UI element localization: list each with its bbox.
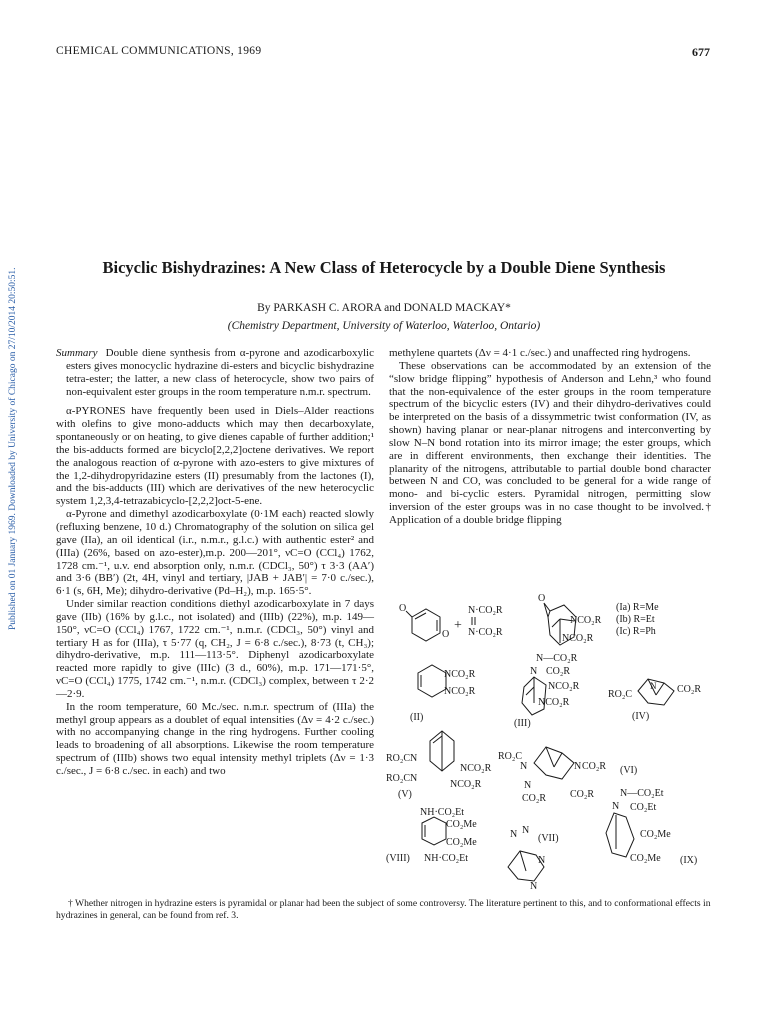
compound-IX-structure — [606, 788, 697, 866]
compound-label-V: (V) — [398, 789, 412, 800]
compound-label-VI: (VI) — [620, 765, 638, 776]
VI-N-left: N — [520, 761, 528, 772]
alpha-pyrone-structure — [399, 603, 449, 641]
summary-label: Summary — [56, 347, 98, 359]
III-CO2R-label: CO₂R — [546, 666, 571, 677]
ring-oxygen-label: O — [442, 629, 450, 640]
compound-label-VII: (VII) — [538, 833, 559, 844]
footnote — [56, 898, 711, 921]
r-group-Ia: (Ia) R=Me — [616, 602, 659, 613]
IV-RO2C-label: RO₂C — [608, 689, 633, 700]
compound-label-IV: (IV) — [632, 711, 650, 722]
plus-sign: + — [454, 618, 462, 633]
r-group-Ib: (Ib) R=Et — [616, 614, 655, 625]
article-title: Bicyclic Bishydrazines: A New Class of Heterocycle by a Double Diene Synthesis — [102, 258, 666, 277]
compound-VII-structure — [508, 825, 559, 891]
compound-VIII-structure — [386, 807, 477, 864]
VI-N-lower: N — [524, 780, 532, 791]
summary-paragraph — [56, 347, 374, 398]
II-NCO2R-top: NCO₂R — [444, 669, 476, 680]
body-paragraph: α-PYRONES have frequently been used in Diels–Alder reactions with olefins to give mono-adducts which may then decarboxylate, spontaneously or on heating, to give dienes capable of further addition;¹ the bis-adducts formed are bicyclo[2,2,2]octene derivatives. We report the analogous reaction of α-pyrone with azo-esters to give mixtures of the 1,2-dihydropyridazine esters (II) presumably from the lactones (I), and the bis-adducts (III) which are derivatives of the new heterocyclic system 1,2,3,4-tetrazabicyclo-[2,2,2]oct-5-ene. — [56, 405, 374, 508]
compound-label-VIII: (VIII) — [386, 853, 410, 864]
VII-N-top-right: N — [522, 825, 530, 836]
azo-ester-bottom: N·CO₂R — [468, 627, 503, 638]
V-NCO2R-top: NCO₂R — [460, 763, 492, 774]
structures-svg — [384, 591, 714, 891]
footnote-text: † Whether nitrogen in hydrazine esters is pyramidal or planar had been the subject of some controversy. The literature pertinent to this, and to conformational effects in hydrazines in general, can be found from ref. 3. — [56, 898, 711, 921]
body-paragraph: methylene quartets (Δν = 4·1 c./sec.) and unaffected ring hydrogens. — [389, 347, 691, 359]
VII-N-right: N — [538, 855, 546, 866]
VIII-NHCO2Et-top: NH·CO₂Et — [420, 807, 465, 818]
V-NCO2R-bottom: NCO₂R — [450, 779, 482, 790]
watermark-text: Published on 01 January 1969. Downloaded by University of Chicago on 27/10/2014 20:50:51. — [8, 267, 18, 630]
lactone-I-structure — [538, 593, 602, 645]
running-header: CHEMICAL COMMUNICATIONS, 1969 — [56, 45, 262, 57]
right-column — [389, 347, 711, 527]
III-NCO2R-low: NCO₂R — [538, 697, 570, 708]
IX-CO2Et-label: CO₂Et — [630, 802, 657, 813]
azo-ester-structure — [468, 605, 503, 638]
VI-RO2C-label: RO₂C — [498, 751, 523, 762]
VI-CO2R-right: CO₂R — [582, 761, 607, 772]
carbonyl-oxygen-label: O — [399, 603, 407, 614]
VII-N-top-left: N — [510, 829, 518, 840]
lactone-NCO2R-label: NCO₂R — [570, 615, 602, 626]
article-byline: By PARKASH C. ARORA and DONALD MACKAY* — [257, 302, 511, 314]
summary-text: Double diene synthesis from α-pyrone and azodicarboxylic esters gives monocyclic hydrazine di-esters and bicyclic bishydrazine tetra-ester; the latter, a new class of heterocycle, show two pairs of non-equivalent ester groups in the room temperature n.m.r. spectrum. — [66, 347, 374, 398]
bicyclic-ester-IV-structure — [608, 679, 701, 722]
body-paragraph: Under similar reaction conditions diethyl azodicarboxylate in 7 days gave (IIb) (16% by g.l.c., not isolated) and (IIIb) (22%), m.p. 149—150°, νC=O (CCl₄) 1767, 1722 cm.⁻¹, n.m.r. (CDCl₃, 50°) vinyl and tertiary H as for (IIIa), τ 5·77 (q, CH₂, J = 6·8 c./sec.), 8·73 (t, CH₃); dihydro-derivative, m.p. 111—113·5°. Diphenyl azodicarboxylate reacted more rapidly to give (IIIc) (3 d., 60%), m.p. 171—171·5°, νC=O (CCl₄) 1775, 1742 cm.⁻¹, n.m.r. (CDCl₃) complex, between τ 2·2—2·9. — [56, 598, 374, 700]
IX-N-label: N — [612, 801, 620, 812]
IX-N-CO2Et-top: N—CO₂Et — [620, 788, 664, 799]
compound-label-II: (II) — [410, 712, 424, 723]
IX-CO2Me-top: CO₂Me — [640, 829, 671, 840]
left-column — [56, 347, 374, 778]
azo-ester-top: N·CO₂R — [468, 605, 503, 616]
VIII-CO2Me-bottom: CO₂Me — [446, 837, 477, 848]
III-N-CO2R-top: N—CO₂R — [536, 653, 578, 664]
compound-label-III: (III) — [514, 718, 531, 729]
IV-N-label: N — [650, 681, 657, 691]
VIII-NHCO2Et-bottom: NH·CO₂Et — [424, 853, 469, 864]
article-affiliation: (Chemistry Department, University of Waterloo, Waterloo, Ontario) — [227, 320, 541, 332]
IV-CO2R-label: CO₂R — [677, 684, 702, 695]
body-paragraph: These observations can be accommodated by an extension of the “slow bridge flipping” hypothesis of Anderson and Lehn,³ who found that the non-equivalence of the ester groups in the room temperature spectrum of the bicyclic esters (IV) and their dihydro-derivatives could be interpreted on the basis of a dissymmetric twist conformation (IV, as shown) having planar or near-planar nitrogens and interconverting by slow N–N bond rotation into its mirror image; the ester groups, which are in different environments, then exchange their identities. The planarity of the nitrogens, attributable to partial double bond character between N and CO, was concluded to be general for a wide range of mono- and bi-cyclic esters. Pyramidal nitrogen, permitting slow inversion of the ester groups was in no case thought to be involved.† Application of a double bridge flipping — [389, 359, 711, 526]
download-watermark — [6, 200, 20, 630]
body-paragraph: In the room temperature, 60 Mc./sec. n.m.r. spectrum of (IIIa) the methyl group appears as a doublet of equal intensities (Δν = 4·2 c./sec.) with no accompanying change in the ring hydrogens. Further cooling leads to broadening of all absorptions. Likewise the room temperature spectrum of (IIIb) shows two equal intensity methyl triplets (Δν = 1·3 c./sec., J = 6·8 c./sec. in each) and two — [56, 700, 374, 777]
V-RO2CN-top: RO₂CN — [386, 753, 418, 764]
VI-CO2R-low-left: CO₂R — [522, 793, 547, 804]
II-NCO2R-bottom: NCO₂R — [444, 686, 476, 697]
compound-V-structure — [386, 731, 492, 800]
compound-VI-structure — [498, 747, 637, 804]
lactone-oxygen-label: O — [538, 593, 546, 604]
bisadduct-III-structure — [514, 653, 580, 729]
compound-label-IX: (IX) — [680, 855, 698, 866]
V-RO2CN-bottom: RO₂CN — [386, 773, 418, 784]
r-group-Ic: (Ic) R=Ph — [616, 626, 656, 637]
VII-N-bottom: N — [530, 881, 538, 891]
IX-CO2Me-bottom: CO₂Me — [630, 853, 661, 864]
III-N-label: N — [530, 666, 538, 677]
VI-CO2R-low-right: CO₂R — [570, 789, 595, 800]
dihydropyridazine-II-structure — [410, 665, 476, 723]
chemical-structures-figure — [384, 591, 714, 891]
III-NCO2R-mid: NCO₂R — [548, 681, 580, 692]
lactone-NCO2R-label-2: NCO₂R — [562, 633, 594, 644]
VIII-CO2Me-top: CO₂Me — [446, 819, 477, 830]
page-number: 677 — [692, 45, 710, 59]
body-paragraph: α-Pyrone and dimethyl azodicarboxylate (0·1M each) reacted slowly (refluxing benzene, 10 d.) Chromatography of the solution on silica gel gave (IIa), an oil identical (i.r., n.m.r., g.l.c.) with authentic ester² and (IIIa) (26%, based on azo-ester),m.p. 200—201°, νC=O (CCl₄) 1762, 1728 cm.⁻¹, u.v. end absorption only, n.m.r. (CDCl₃, 50°) τ 3·3 (AA′) and 3·6 (BB′) (2t, 4H, vinyl and tertiary, |JAB + JAB′| = 7·0 c./sec.), 6·1 (s, 6H, Me); dihydro-derivative (Pd–H₂), m.p. 165·5°. — [56, 508, 374, 598]
VI-N-right: N — [574, 761, 582, 772]
